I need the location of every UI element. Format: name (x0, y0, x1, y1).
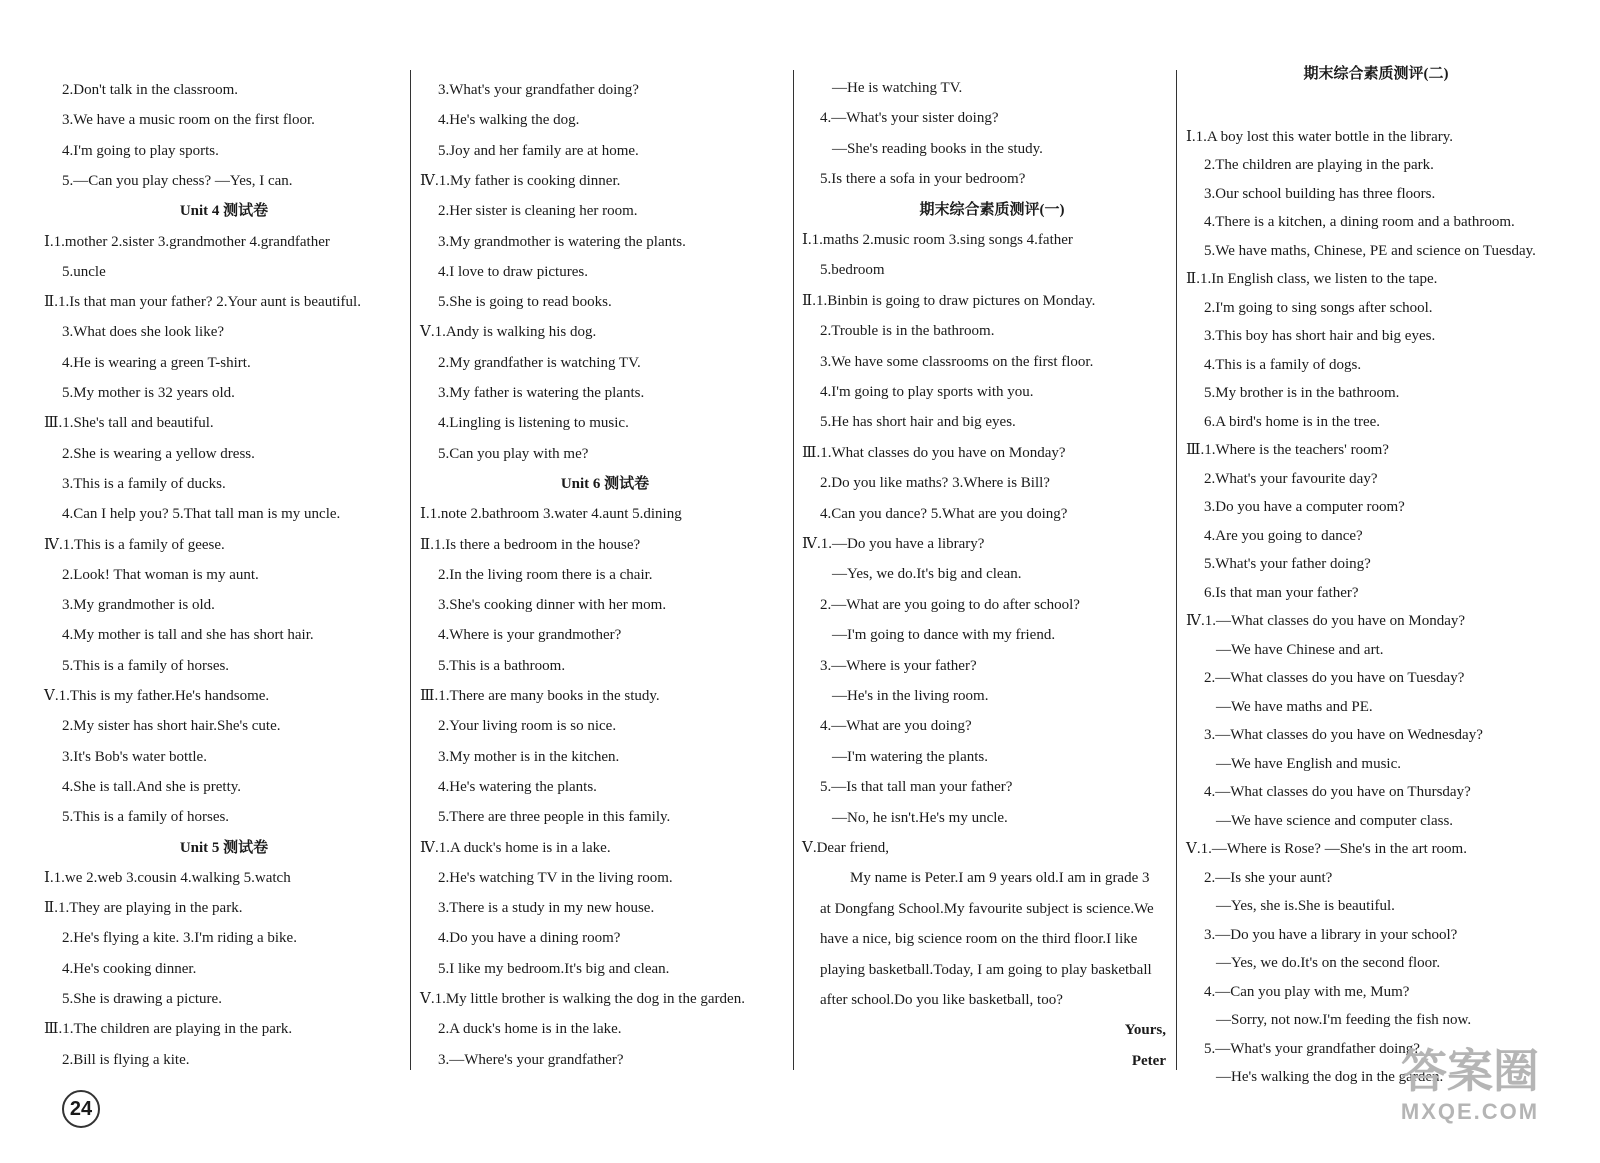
answer-line: —Yes, she is.She is beautiful. (1216, 898, 1395, 914)
answer-line: 4.He's cooking dinner. (62, 960, 197, 977)
column-divider (793, 70, 794, 1070)
answer-line: 3.She's cooking dinner with her mom. (438, 597, 667, 614)
answer-line: 4.Lingling is listening to music. (438, 415, 629, 432)
answer-line: 4.This is a family of dogs. (1204, 356, 1362, 373)
answer-line: Ⅳ.1.This is a family of geese. (44, 536, 225, 553)
answer-line: 4.—What classes do you have on Thursday? (1204, 784, 1471, 800)
answer-line: —We have Chinese and art. (1216, 641, 1384, 658)
answer-line: 2.Do you like maths? 3.Where is Bill? (820, 475, 1050, 492)
answer-line: 2.He's flying a kite. 3.I'm riding a bike. (62, 930, 297, 947)
answer-line: 2.Her sister is cleaning her room. (438, 203, 638, 220)
answer-line: —We have English and music. (1216, 755, 1402, 772)
answer-line: 3.Do you have a computer room? (1204, 499, 1405, 515)
answer-line: —Sorry, not now.I'm feeding the fish now. (1216, 1012, 1472, 1028)
answer-column-1 (44, 64, 404, 1103)
answer-line: 4.He's walking the dog. (438, 112, 580, 129)
answer-line: 4.Can you dance? 5.What are you doing? (820, 505, 1068, 522)
answer-line: —He's walking the dog in the garden. (1216, 1069, 1444, 1085)
answer-column-3 (802, 64, 1182, 1103)
answer-line: Ⅳ.1.—What classes do you have on Monday? (1186, 613, 1466, 629)
answer-line: 2.My grandfather is watching TV. (438, 354, 641, 371)
answer-line: Ⅳ.1.A duck's home is in a lake. (420, 839, 611, 856)
answer-line: 4.There is a kitchen, a dining room and a bathroom. (1204, 214, 1515, 230)
section-heading: Unit 4 测试卷 (179, 203, 269, 220)
answer-line: Ⅱ.1.Is that man your father? 2.Your aunt is beautiful. (44, 294, 361, 311)
answer-line: 5.This is a bathroom. (438, 657, 566, 674)
answer-line: 5.He has short hair and big eyes. (820, 414, 1016, 431)
answer-line: 3.My grandmother is old. (62, 597, 215, 614)
answer-line: after school.Do you like basketball, too? (820, 992, 1063, 1008)
answer-line: Ⅲ.1.Where is the teachers' room? (1186, 442, 1389, 458)
answer-line: 5.This is a family of horses. (62, 809, 230, 826)
answer-line: 5.—Is that tall man your father? (820, 779, 1013, 796)
answer-line: Ⅱ.1.They are playing in the park. (44, 900, 243, 917)
answer-line: 3.—Do you have a library in your school? (1204, 926, 1458, 943)
answer-line: —Yes, we do.It's on the second floor. (1216, 955, 1441, 971)
answer-line: 5.There are three people in this family. (438, 809, 671, 826)
answer-line: —I'm going to dance with my friend. (832, 627, 1056, 644)
answer-line: Ⅱ.1.In English class, we listen to the tape. (1186, 271, 1438, 287)
answer-line: 3.We have a music room on the first floor. (62, 112, 315, 129)
answer-line: 5.We have maths, Chinese, PE and science on Tuesday. (1204, 242, 1536, 259)
answer-line: 3.What's your grandfather doing? (438, 82, 639, 98)
answer-line: 6.Is that man your father? (1204, 584, 1359, 601)
answer-line: 5.Can you play with me? (438, 445, 589, 462)
answer-line: Ⅴ.1.My little brother is walking the dog in the garden. (420, 991, 745, 1007)
section-heading: Unit 6 测试卷 (560, 475, 650, 492)
answer-line: My name is Peter.I am 9 years old.I am in grade 3 (850, 870, 1150, 887)
answer-line: 5.My mother is 32 years old. (62, 385, 235, 401)
answer-line: 2.He's watching TV in the living room. (438, 869, 673, 886)
answer-line: 4.She is tall.And she is pretty. (62, 778, 242, 795)
answer-line: 5.What's your father doing? (1204, 556, 1371, 572)
answer-line: 3.This is a family of ducks. (62, 475, 226, 492)
answer-line: Ⅲ.1.She's tall and beautiful. (44, 415, 214, 432)
answer-line: Ⅴ.Dear friend, (802, 840, 890, 856)
answer-line: Ⅲ.1.The children are playing in the park. (44, 1021, 293, 1038)
answer-line: 4.My mother is tall and she has short hair. (62, 627, 314, 644)
answer-line: 5.My brother is in the bathroom. (1204, 385, 1400, 401)
answer-line: 2.—Is she your aunt? (1204, 869, 1333, 886)
answer-line: 4.I'm going to play sports. (62, 142, 219, 159)
answer-line: 3.My father is watering the plants. (438, 385, 645, 401)
answer-line: 4.Are you going to dance? (1204, 527, 1363, 544)
answer-line: 2.—What classes do you have on Tuesday? (1204, 670, 1465, 686)
answer-line: 2.The children are playing in the park. (1204, 157, 1434, 173)
answer-line: 5.Joy and her family are at home. (438, 142, 639, 159)
answer-line: Ⅴ.1.—Where is Rose? —She's in the art room. (1186, 841, 1467, 857)
answer-line: —She's reading books in the study. (832, 140, 1043, 157)
answer-line: 3.We have some classrooms on the first floor. (820, 353, 1094, 370)
answer-line: Ⅴ.1.Andy is walking his dog. (420, 324, 597, 341)
answer-line: 2.Trouble is in the bathroom. (820, 323, 995, 340)
answer-line: 4.Can I help you? 5.That tall man is my uncle. (62, 506, 341, 523)
section-heading: Peter (1131, 1052, 1166, 1069)
answer-line: Ⅲ.1.There are many books in the study. (420, 688, 660, 704)
column-divider (1176, 70, 1177, 1070)
answer-line: 4.He is wearing a green T-shirt. (62, 354, 251, 371)
section-heading: Unit 5 测试卷 (179, 839, 269, 856)
answer-line: 5.uncle (62, 263, 106, 280)
answer-line: Ⅴ.1.This is my father.He's handsome. (44, 688, 270, 704)
answer-line: Ⅳ.1.—Do you have a library? (802, 536, 985, 552)
answer-line: 2.I'm going to sing songs after school. (1204, 299, 1433, 316)
answer-line: —I'm watering the plants. (832, 748, 988, 765)
answer-line: 5.—What's your grandfather doing? (1204, 1040, 1420, 1057)
answer-line: —He is watching TV. (832, 80, 963, 96)
answer-line: Ⅰ.1.we 2.web 3.cousin 4.walking 5.watch (44, 869, 291, 886)
answer-line: 5.—Can you play chess? —Yes, I can. (62, 172, 293, 189)
answer-line: 2.She is wearing a yellow dress. (62, 445, 255, 462)
answer-line: 4.Where is your grandmother? (438, 627, 622, 644)
answer-line: Ⅱ.1.Binbin is going to draw pictures on Monday. (802, 292, 1096, 309)
answer-line: 2.My sister has short hair.She's cute. (62, 718, 281, 735)
answer-line: 2.In the living room there is a chair. (438, 566, 653, 583)
answer-line: Ⅱ.1.Is there a bedroom in the house? (420, 536, 641, 553)
answer-line: 4.I'm going to play sports with you. (820, 384, 1034, 400)
answer-line: 5.Is there a sofa in your bedroom? (820, 171, 1026, 188)
section-heading: Yours, (1124, 1022, 1166, 1039)
answer-line: 2.What's your favourite day? (1204, 470, 1378, 487)
answer-line: 3.It's Bob's water bottle. (62, 748, 207, 765)
answer-line: Ⅲ.1.What classes do you have on Monday? (802, 444, 1066, 461)
answer-line: 2.Your living room is so nice. (438, 718, 617, 735)
answer-line: 3.My grandmother is watering the plants. (438, 233, 686, 250)
answer-line: —We have science and computer class. (1216, 812, 1454, 829)
section-heading: 期末综合素质测评(一) (919, 201, 1065, 218)
answer-line: 4.Do you have a dining room? (438, 930, 621, 947)
answer-line: 3.—Where is your father? (820, 657, 977, 674)
answer-line: Ⅰ.1.maths 2.music room 3.sing songs 4.father (802, 232, 1073, 248)
answer-line: Ⅰ.1.A boy lost this water bottle in the library. (1186, 128, 1453, 145)
answer-line: 5.bedroom (820, 262, 885, 279)
answer-line: 4.—What are you doing? (820, 718, 972, 735)
answer-line: —He's in the living room. (832, 688, 989, 704)
answer-line: 2.Look! That woman is my aunt. (62, 566, 259, 583)
answer-line: Ⅳ.1.My father is cooking dinner. (420, 172, 621, 189)
answer-column-2 (420, 64, 790, 1103)
section-heading: 期末综合素质测评(二) (1303, 66, 1449, 82)
answer-line: 3.Our school building has three floors. (1204, 185, 1436, 202)
answer-line: 5.She is drawing a picture. (62, 991, 222, 1007)
answer-line: 2.A duck's home is in the lake. (438, 1021, 622, 1038)
answer-line: playing basketball.Today, I am going to play basketball (820, 961, 1152, 978)
answer-line: 5.She is going to read books. (438, 294, 612, 311)
answer-line: 4.I love to draw pictures. (438, 263, 588, 280)
answer-line: Ⅰ.1.mother 2.sister 3.grandmother 4.grandfather (44, 233, 330, 250)
column-divider (410, 70, 411, 1070)
answer-line: 3.This boy has short hair and big eyes. (1204, 328, 1436, 344)
answer-line: 3.What does she look like? (62, 324, 225, 341)
answer-line: 3.My mother is in the kitchen. (438, 748, 620, 765)
answer-line: Ⅰ.1.note 2.bathroom 3.water 4.aunt 5.dining (420, 506, 682, 523)
answer-line: —Yes, we do.It's big and clean. (832, 566, 1022, 583)
watermark-site: MXQE.COM (1400, 1099, 1540, 1124)
answer-line: at Dongfang School.My favourite subject is science.We (820, 900, 1154, 917)
answer-line: 2.Bill is flying a kite. (62, 1051, 190, 1068)
answer-line: 6.A bird's home is in the tree. (1204, 413, 1381, 430)
answer-line: 4.—What's your sister doing? (820, 110, 999, 127)
answer-line: 5.I like my bedroom.It's big and clean. (438, 960, 670, 977)
answer-line: 5.This is a family of horses. (62, 657, 230, 674)
answer-line: 3.—What classes do you have on Wednesday? (1204, 727, 1483, 743)
watermark-logo (1380, 1043, 1560, 1143)
answer-line: —No, he isn't.He's my uncle. (832, 809, 1008, 826)
answer-column-4 (1186, 64, 1566, 1103)
answer-line: —We have maths and PE. (1216, 698, 1373, 715)
answer-line: 2.Don't talk in the classroom. (62, 82, 239, 98)
answer-line: 3.—Where's your grandfather? (438, 1051, 624, 1068)
answer-line: 3.There is a study in my new house. (438, 900, 655, 917)
answer-line: 2.—What are you going to do after school? (820, 596, 1080, 613)
answer-line: 4.He's watering the plants. (438, 778, 597, 795)
watermark-text: 答案圈 (1401, 1045, 1539, 1097)
page-number: 24 (62, 1090, 100, 1128)
answer-line: have a nice, big science room on the third floor.I like (820, 931, 1138, 948)
answer-line: 4.—Can you play with me, Mum? (1204, 983, 1410, 1000)
